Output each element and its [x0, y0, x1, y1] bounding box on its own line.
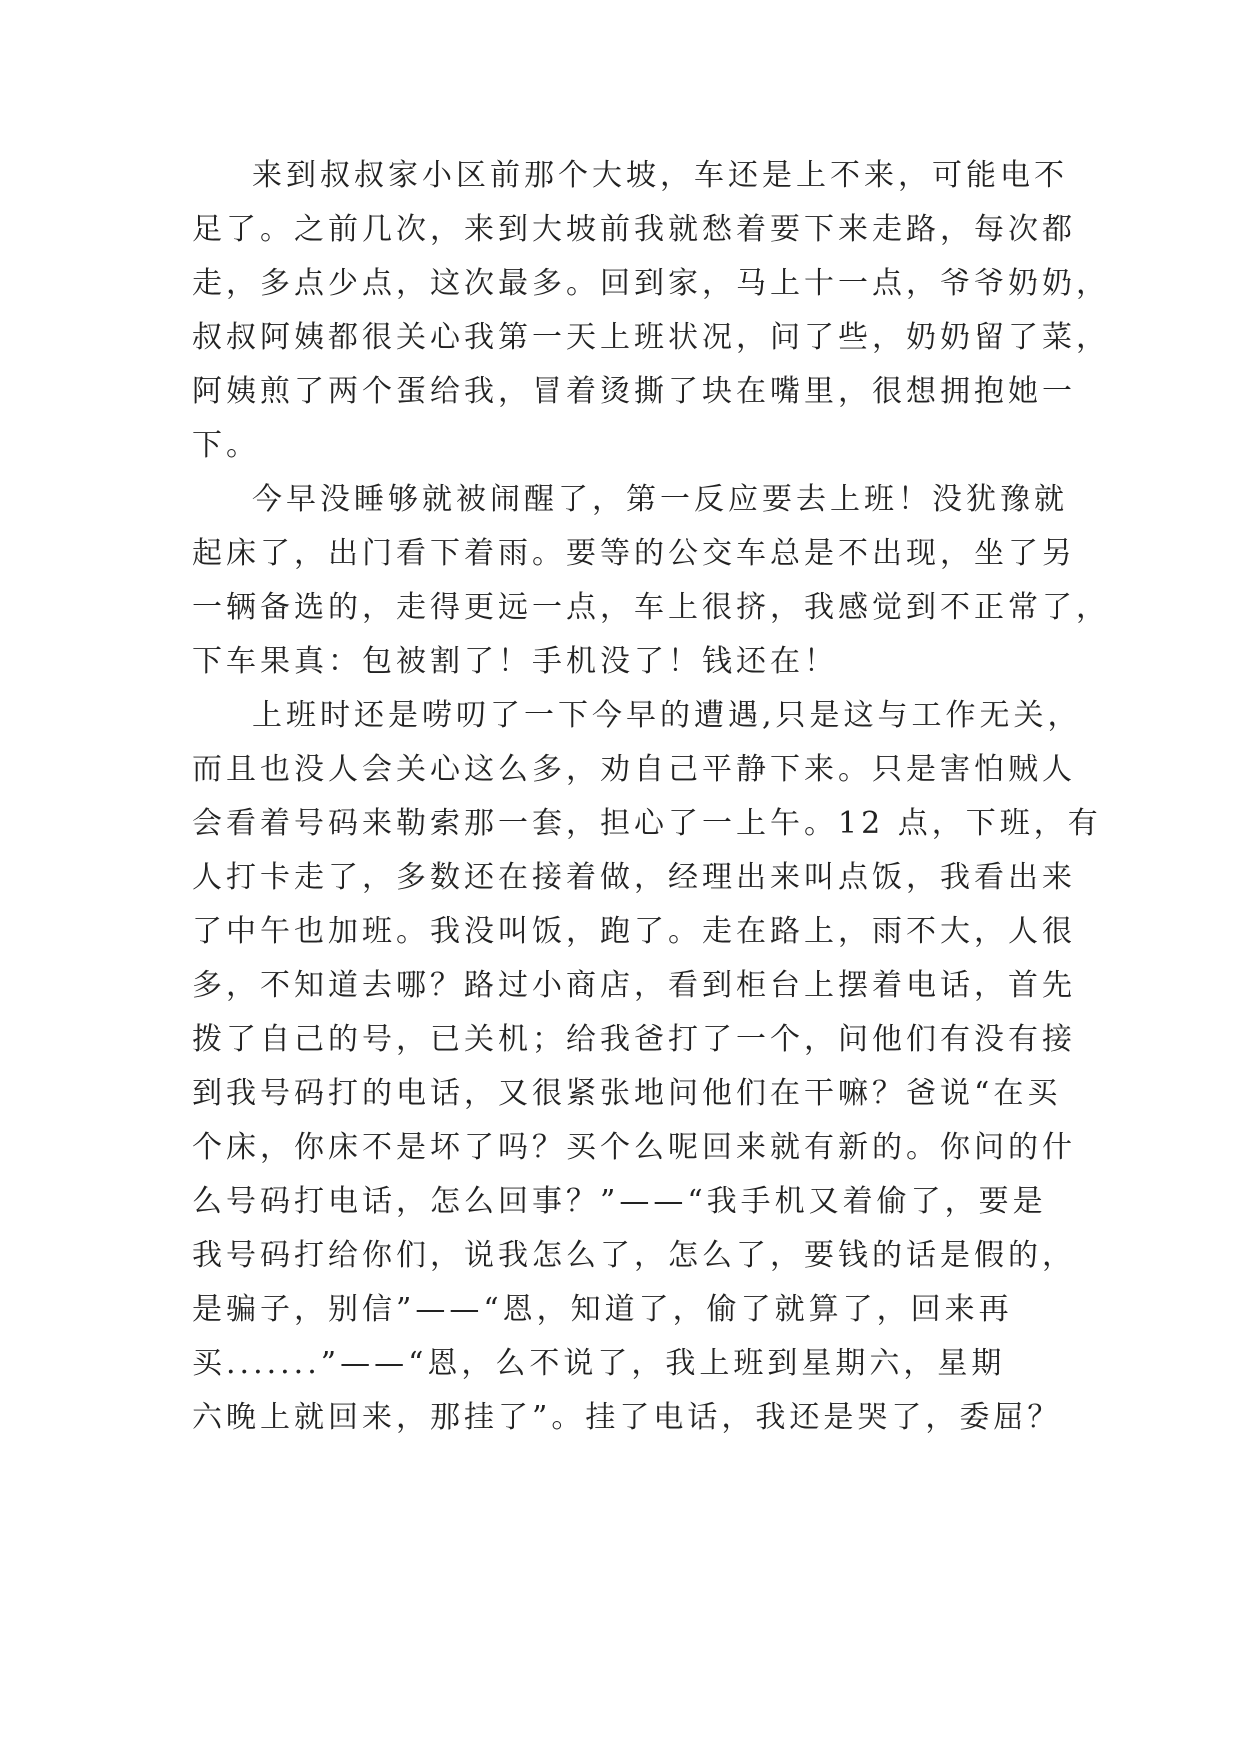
- paragraph-3-line-4: 人打卡走了，多数还在接着做，经理出来叫点饭，我看出来: [192, 860, 1076, 895]
- paragraph-3-line-7: 拨了自己的号，已关机；给我爸打了一个，问他们有没有接: [192, 1022, 1076, 1057]
- paragraph-3-line-6: 多，不知道去哪？路过小商店，看到柜台上摆着电话，首先: [192, 968, 1076, 1003]
- paragraph-3-line-10: 么号码打电话，怎么回事？”——“我手机又着偷了，要是: [192, 1184, 1047, 1219]
- paragraph-1-line-6: 下。: [192, 428, 260, 463]
- paragraph-1-line-2: 足了。之前几次，来到大坡前我就愁着要下来走路，每次都: [192, 212, 1076, 247]
- paragraph-3-line-2: 而且也没人会关心这么多，劝自己平静下来。只是害怕贼人: [192, 752, 1076, 787]
- paragraph-3-line-3: 会看着号码来勒索那一套，担心了一上午。12 点，下班，有: [192, 806, 1102, 841]
- paragraph-1-line-1: 来到叔叔家小区前那个大坡，车还是上不来，可能电不: [252, 158, 1068, 193]
- paragraph-3-line-9: 个床，你床不是坏了吗？买个么呢回来就有新的。你问的什: [192, 1130, 1076, 1165]
- paragraph-3-line-14: 六晚上就回来，那挂了”。挂了电话，我还是哭了，委屈？: [192, 1400, 1062, 1435]
- paragraph-1-line-5: 阿姨煎了两个蛋给我，冒着烫撕了块在嘴里，很想拥抱她一: [192, 374, 1076, 409]
- paragraph-3-line-13: 买.......”——“恩，么不说了，我上班到星期六，星期: [192, 1346, 1006, 1381]
- paragraph-2-line-2: 起床了，出门看下着雨。要等的公交车总是不出现，坐了另: [192, 536, 1076, 571]
- paragraph-3-line-12: 是骗子，别信”——“恩，知道了，偷了就算了，回来再: [192, 1292, 1013, 1327]
- paragraph-1-line-4: 叔叔阿姨都很关心我第一天上班状况，问了些，奶奶留了菜，: [192, 320, 1110, 355]
- paragraph-1-line-3: 走，多点少点，这次最多。回到家，马上十一点，爷爷奶奶，: [192, 266, 1110, 301]
- paragraph-3-line-1: 上班时还是唠叨了一下今早的遭遇,只是这与工作无关，: [252, 698, 1082, 733]
- paragraph-3-line-8: 到我号码打的电话，又很紧张地问他们在干嘛？爸说“在买: [192, 1076, 1062, 1111]
- paragraph-2-line-4: 下车果真：包被割了！手机没了！钱还在！: [192, 644, 838, 679]
- paragraph-3-line-5: 了中午也加班。我没叫饭，跑了。走在路上，雨不大，人很: [192, 914, 1076, 949]
- paragraph-2-line-3: 一辆备选的，走得更远一点，车上很挤，我感觉到不正常了，: [192, 590, 1110, 625]
- paragraph-3-line-11: 我号码打给你们，说我怎么了，怎么了，要钱的话是假的，: [192, 1238, 1076, 1273]
- paragraph-2-line-1: 今早没睡够就被闹醒了，第一反应要去上班！没犹豫就: [252, 482, 1068, 517]
